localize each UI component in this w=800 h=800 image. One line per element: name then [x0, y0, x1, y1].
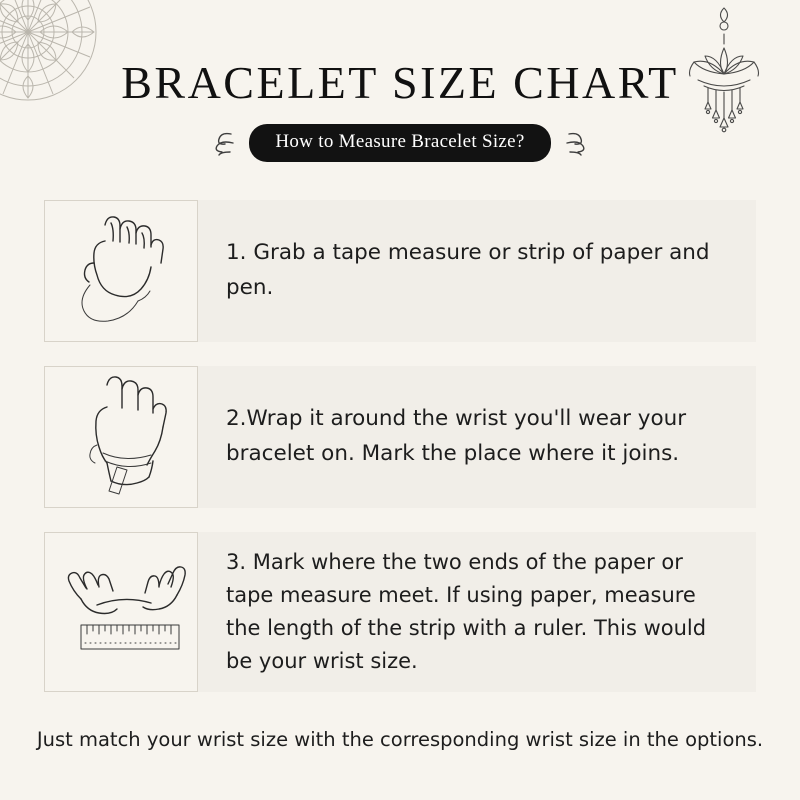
swirl-icon — [563, 129, 589, 157]
list-item — [44, 200, 756, 342]
step-text: 1. Grab a tape measure or strip of paper and pen. — [226, 240, 710, 300]
steps-list — [44, 200, 756, 716]
footer-note: Just match your wrist size with the corresponding wrist size in the options. — [36, 728, 764, 751]
swirl-icon — [211, 129, 237, 157]
hand-wrapping-tape-around-wrist-icon — [44, 366, 198, 508]
page-title: BRACELET SIZE CHART — [121, 57, 679, 108]
subtitle-pill: How to Measure Bracelet Size? — [249, 124, 550, 162]
step-text: 2.Wrap it around the wrist you'll wear your bracelet on. Mark the place where it joins. — [226, 406, 687, 466]
subtitle-row — [0, 124, 800, 162]
hand-fist-with-tape-icon — [44, 200, 198, 342]
step-text: 3. Mark where the two ends of the paper or tape measure meet. If using paper, measure the length of the strip with a ruler. This would be your wrist size. — [226, 549, 707, 674]
list-item — [44, 366, 756, 508]
list-item — [44, 532, 756, 692]
hands-measuring-strip-with-ruler-icon — [44, 532, 198, 692]
